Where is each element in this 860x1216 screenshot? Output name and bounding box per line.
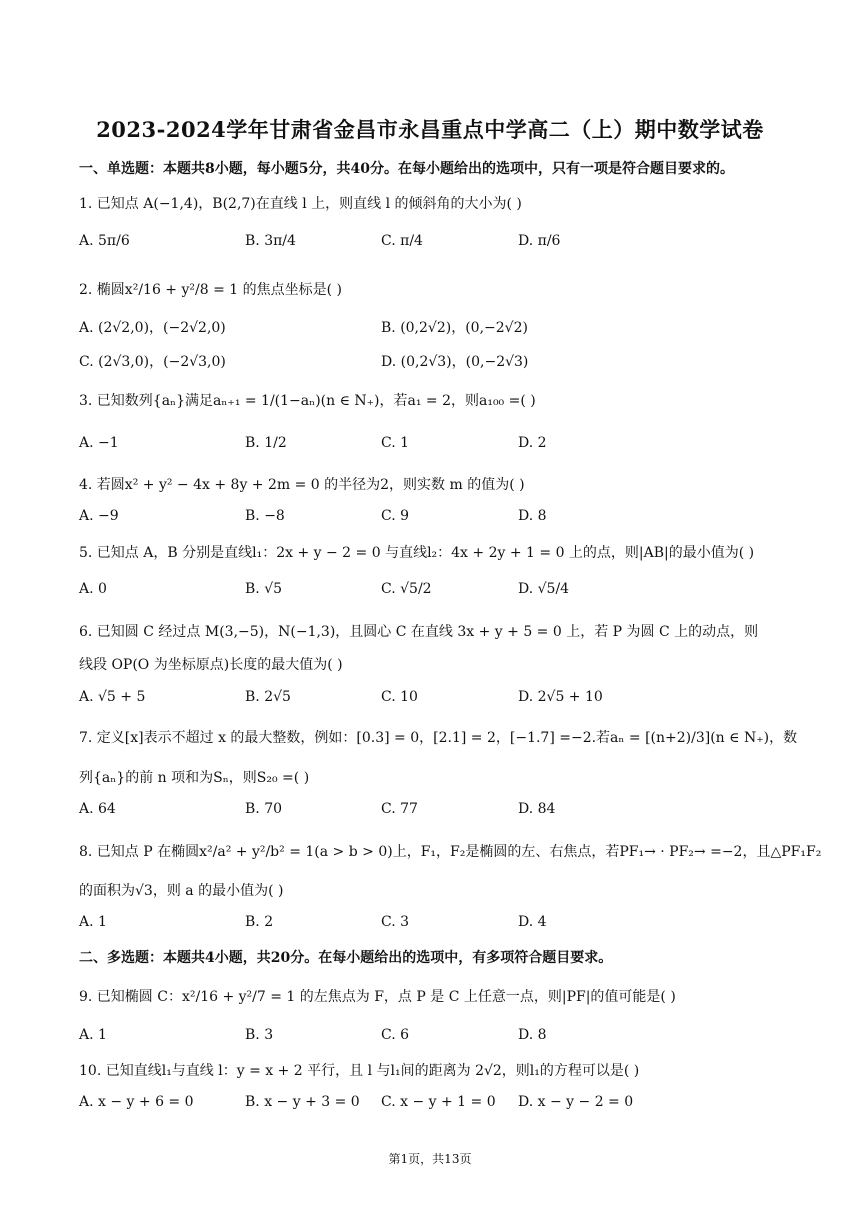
question-8-stem: 8. 已知点 P 在椭圆x²/a² + y²/b² = 1(a > b > 0)上，F₁，F₂是椭圆的左、右焦点，若PF₁→ · PF₂→ =−2，且△PF₁F₂ bbox=[79, 844, 822, 860]
question-9-option-d: D. 8 bbox=[518, 1027, 547, 1043]
question-10-option-a: A. x − y + 6 = 0 bbox=[79, 1094, 194, 1110]
question-3-stem: 3. 已知数列{aₙ}满足aₙ₊₁ = 1/(1−aₙ)(n ∈ N₊)，若a₁ = 2，则a₁₀₀ =( ) bbox=[79, 393, 536, 409]
question-8-stem-continued: 的面积为√3，则 a 的最小值为( ) bbox=[79, 883, 284, 899]
question-5-stem: 5. 已知点 A，B 分别是直线l₁：2x + y − 2 = 0 与直线l₂：4x + 2y + 1 = 0 上的点，则|AB|的最小值为( ) bbox=[79, 545, 755, 561]
question-4-stem: 4. 若圆x² + y² − 4x + 8y + 2m = 0 的半径为2，则实数 m 的值为( ) bbox=[79, 477, 525, 493]
question-10-option-b: B. x − y + 3 = 0 bbox=[245, 1094, 360, 1110]
question-1-option-c: C. π/4 bbox=[381, 233, 423, 249]
question-7-stem-continued: 列{aₙ}的前 n 项和为Sₙ，则S₂₀ =( ) bbox=[79, 770, 310, 786]
question-9-stem: 9. 已知椭圆 C：x²/16 + y²/7 = 1 的左焦点为 F，点 P 是 C 上任意一点，则|PF|的值可能是( ) bbox=[79, 989, 676, 1005]
question-1-option-a: A. 5π/6 bbox=[79, 233, 130, 249]
question-7-option-b: B. 70 bbox=[245, 801, 283, 817]
question-5-option-a: A. 0 bbox=[79, 581, 107, 597]
question-6-option-a: A. √5 + 5 bbox=[79, 689, 146, 705]
question-10-option-d: D. x − y − 2 = 0 bbox=[518, 1094, 634, 1110]
question-5-option-b: B. √5 bbox=[245, 581, 283, 597]
question-7-stem: 7. 定义[x]表示不超过 x 的最大整数，例如：[0.3] = 0，[2.1] = 2，[−1.7] =−2.若aₙ = [(n+2)/3](n ∈ N₊)，数 bbox=[79, 730, 798, 746]
question-1-option-b: B. 3π/4 bbox=[245, 233, 296, 249]
question-4-option-c: C. 9 bbox=[381, 508, 410, 524]
question-2-option-b: B. (0,2√2)，(0,−2√2) bbox=[381, 320, 528, 336]
question-6-option-b: B. 2√5 bbox=[245, 689, 291, 705]
question-10-option-c: C. x − y + 1 = 0 bbox=[381, 1094, 496, 1110]
question-3-option-a: A. −1 bbox=[79, 435, 119, 451]
section-heading-single-choice: 一、单选题：本题共8小题，每小题5分，共40分。在每小题给出的选项中，只有一项是符合题目要求的。 bbox=[79, 161, 734, 177]
question-6-stem: 6. 已知圆 C 经过点 M(3,−5)，N(−1,3)，且圆心 C 在直线 3x + y + 5 = 0 上，若 P 为圆 C 上的动点，则 bbox=[79, 624, 759, 640]
question-2-option-a: A. (2√2,0)，(−2√2,0) bbox=[79, 320, 226, 336]
question-2-option-d: D. (0,2√3)，(0,−2√3) bbox=[381, 354, 529, 370]
question-3-option-b: B. 1/2 bbox=[245, 435, 287, 451]
question-9-option-a: A. 1 bbox=[79, 1027, 107, 1043]
question-6-stem-continued: 线段 OP(O 为坐标原点)长度的最大值为( ) bbox=[79, 657, 343, 673]
question-3-option-c: C. 1 bbox=[381, 435, 410, 451]
exam-title: 2023-2024学年甘肃省金昌市永昌重点中学高二（上）期中数学试卷 bbox=[96, 117, 764, 142]
question-5-option-c: C. √5/2 bbox=[381, 581, 432, 597]
question-9-option-b: B. 3 bbox=[245, 1027, 274, 1043]
question-2-stem: 2. 椭圆x²/16 + y²/8 = 1 的焦点坐标是( ) bbox=[79, 282, 342, 298]
question-8-option-c: C. 3 bbox=[381, 914, 410, 930]
question-6-option-d: D. 2√5 + 10 bbox=[518, 689, 603, 705]
page-footer: 第1页，共13页 bbox=[388, 1152, 472, 1166]
question-4-option-a: A. −9 bbox=[79, 508, 119, 524]
section-heading-multiple-choice: 二、多选题：本题共4小题，共20分。在每小题给出的选项中，有多项符合题目要求。 bbox=[79, 950, 613, 966]
question-9-option-c: C. 6 bbox=[381, 1027, 410, 1043]
question-2-option-c: C. (2√3,0)，(−2√3,0) bbox=[79, 354, 226, 370]
question-1-option-d: D. π/6 bbox=[518, 233, 561, 249]
question-10-stem: 10. 已知直线l₁与直线 l：y = x + 2 平行，且 l 与l₁间的距离为 2√2，则l₁的方程可以是( ) bbox=[79, 1063, 640, 1079]
question-4-option-b: B. −8 bbox=[245, 508, 285, 524]
question-8-option-d: D. 4 bbox=[518, 914, 547, 930]
question-6-option-c: C. 10 bbox=[381, 689, 418, 705]
question-8-option-a: A. 1 bbox=[79, 914, 107, 930]
question-5-option-d: D. √5/4 bbox=[518, 581, 570, 597]
question-4-option-d: D. 8 bbox=[518, 508, 547, 524]
question-7-option-a: A. 64 bbox=[79, 801, 116, 817]
question-7-option-c: C. 77 bbox=[381, 801, 418, 817]
question-7-option-d: D. 84 bbox=[518, 801, 556, 817]
question-8-option-b: B. 2 bbox=[245, 914, 274, 930]
question-1-stem: 1. 已知点 A(−1,4)，B(2,7)在直线 l 上，则直线 l 的倾斜角的大小为( ) bbox=[79, 196, 522, 212]
question-3-option-d: D. 2 bbox=[518, 435, 547, 451]
